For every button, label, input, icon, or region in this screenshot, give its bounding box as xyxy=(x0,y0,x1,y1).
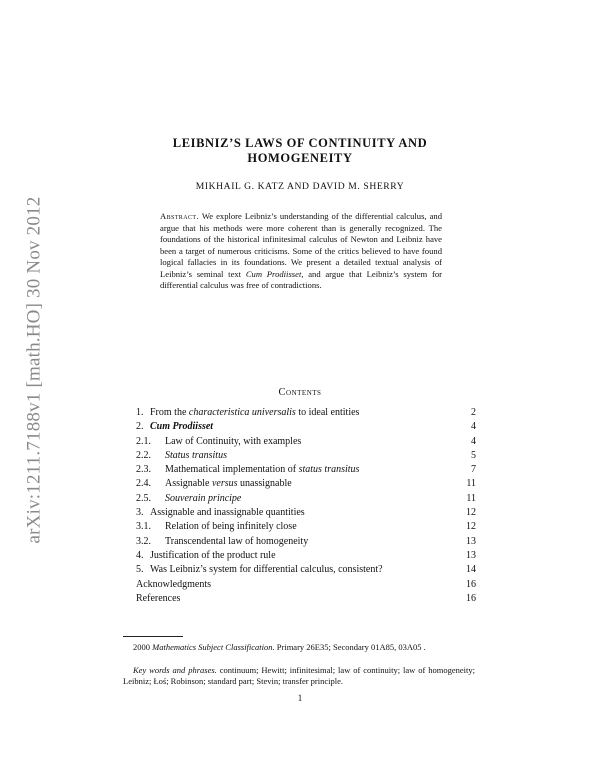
toc-entry-title xyxy=(136,535,308,549)
toc-entry[interactable] xyxy=(136,449,476,463)
toc-entry-text-pre: Transcendental law of homogeneity xyxy=(165,535,309,547)
toc-entry-page: 5 xyxy=(471,449,476,461)
toc-entry-title xyxy=(136,449,227,463)
toc-entry-page: 12 xyxy=(466,507,476,519)
toc-entry-page: 11 xyxy=(466,478,476,490)
toc-entry-number: 3.2. xyxy=(136,535,151,547)
footnote-rule xyxy=(123,636,183,637)
toc-entry-text-pre: Law of Continuity, with examples xyxy=(165,435,302,447)
title-line-2: HOMOGENEITY xyxy=(247,151,353,165)
arxiv-stamp xyxy=(14,171,54,569)
toc-entry-title xyxy=(136,435,301,449)
toc-entry-number: 2.3. xyxy=(136,464,151,476)
toc-entry[interactable] xyxy=(136,477,476,491)
toc-entry-page: 11 xyxy=(466,492,476,504)
footnote-msc-year: 2000 xyxy=(133,642,150,652)
toc-entry-number: 2.4. xyxy=(136,478,151,490)
toc-entry-number: 3.1. xyxy=(136,521,151,533)
toc-entry-text-post: to ideal entities xyxy=(295,407,360,418)
toc-entry-text-italic: Cum Prodiisset xyxy=(150,421,214,433)
toc-entry-text xyxy=(165,492,241,506)
toc-entry[interactable] xyxy=(136,463,476,477)
toc-entry-page: 14 xyxy=(466,564,476,576)
table-of-contents xyxy=(136,406,476,606)
toc-entry-text-italic: status transitus xyxy=(298,464,360,476)
toc-entry-title xyxy=(136,477,292,491)
title-line-1: LEIBNIZ’S LAWS OF CONTINUITY AND xyxy=(172,136,428,150)
page-number: 1 xyxy=(297,693,303,703)
toc-entry[interactable] xyxy=(136,592,476,606)
toc-entry-page: 7 xyxy=(471,464,476,476)
arxiv-stamp-text: arXiv:1211.7188v1 [math.HO] 30 Nov 2012 xyxy=(23,196,45,544)
abstract-italic: Cum Prodiisset xyxy=(245,268,302,279)
toc-entry-number: 2.2. xyxy=(136,449,151,461)
toc-entry-text-pre: Relation of being infinitely close xyxy=(165,521,297,533)
toc-entry-text-pre: Assignable xyxy=(165,478,212,490)
toc-entry-number: 4. xyxy=(136,549,144,561)
toc-entry-text-post: unassignable xyxy=(237,478,292,490)
toc-entry-title xyxy=(136,578,211,592)
toc-entry-page: 12 xyxy=(466,521,476,533)
toc-entry-number: 2.5. xyxy=(136,492,151,504)
toc-entry-text-italic: Souverain principe xyxy=(165,492,242,504)
footnote-msc-text: Primary 26E35; Secondary 01A85, 03A05 . xyxy=(274,642,426,652)
toc-entry[interactable] xyxy=(136,406,476,420)
toc-entry-number: 2.1. xyxy=(136,435,151,447)
toc-entry-title xyxy=(136,592,180,606)
toc-entry-text-pre: Acknowledgments xyxy=(136,578,211,590)
paper-title xyxy=(120,136,480,166)
toc-entry-text xyxy=(150,406,359,420)
toc-entry-page: 13 xyxy=(466,549,476,561)
toc-entry-text-italic: Status transitus xyxy=(165,449,227,461)
toc-entry-text xyxy=(165,463,359,477)
toc-entry-title xyxy=(136,563,383,577)
abstract xyxy=(160,211,442,292)
toc-entry-text xyxy=(165,520,297,534)
abstract-text-after: , and argue that Leibniz’s system for differential calculus was free of contradictions. xyxy=(160,268,443,290)
toc-entry[interactable] xyxy=(136,435,476,449)
toc-entry-number: 1. xyxy=(136,407,144,418)
toc-entry-title xyxy=(136,463,359,477)
toc-entry-page: 2 xyxy=(471,407,476,418)
toc-entry-text xyxy=(165,435,301,449)
toc-entry-title xyxy=(136,492,241,506)
authors: MIKHAIL G. KATZ AND DAVID M. SHERRY xyxy=(195,181,405,192)
toc-entry-number: 3. xyxy=(136,507,144,519)
toc-entry[interactable] xyxy=(136,520,476,534)
toc-entry-page: 16 xyxy=(466,578,476,590)
footnote-msc xyxy=(123,642,475,653)
toc-entry-text xyxy=(165,477,292,491)
toc-entry-text-italic: versus xyxy=(211,478,238,490)
toc-entry-title xyxy=(136,406,359,420)
toc-entry-text-italic: characteristica universalis xyxy=(188,407,296,418)
toc-entry-text-pre: From the xyxy=(150,407,189,418)
toc-entry-number: 2. xyxy=(136,421,144,433)
toc-entry[interactable] xyxy=(136,420,476,434)
toc-entry-text xyxy=(150,563,383,577)
toc-entry-text xyxy=(150,420,213,434)
toc-entry[interactable] xyxy=(136,492,476,506)
toc-entry-title xyxy=(136,520,297,534)
footnote-msc-label: Mathematics Subject Classification. xyxy=(152,642,275,652)
toc-entry-text-pre: References xyxy=(136,592,181,604)
toc-entry-title xyxy=(136,506,305,520)
toc-entry-text xyxy=(150,549,276,563)
contents-heading: Contents xyxy=(278,387,322,398)
toc-entry-text xyxy=(165,535,308,549)
toc-entry-text xyxy=(150,506,305,520)
toc-entry-title xyxy=(136,420,213,434)
toc-entry-number: 5. xyxy=(136,564,144,576)
toc-entry-page: 4 xyxy=(471,421,476,433)
toc-entry[interactable] xyxy=(136,549,476,563)
toc-entry[interactable] xyxy=(136,506,476,520)
toc-entry[interactable] xyxy=(136,578,476,592)
toc-entry-text-pre: Mathematical implementation of xyxy=(165,464,299,476)
toc-entry-title xyxy=(136,549,276,563)
toc-entry-page: 4 xyxy=(471,435,476,447)
toc-entry-page: 13 xyxy=(466,535,476,547)
abstract-label: Abstract. xyxy=(160,211,199,221)
toc-entry-text-pre: Was Leibniz’s system for differential calculus, consistent? xyxy=(150,564,383,576)
toc-entry-text xyxy=(136,592,180,606)
footnote-keywords-label: Key words and phrases. xyxy=(133,665,217,675)
toc-entry-text-pre: Assignable and inassignable quantities xyxy=(150,507,305,519)
toc-entry-text xyxy=(165,449,227,463)
toc-entry-page: 16 xyxy=(466,592,476,604)
toc-entry[interactable] xyxy=(136,535,476,549)
footnote-keywords xyxy=(123,665,475,687)
toc-entry-text-pre: Justification of the product rule xyxy=(150,549,276,561)
toc-entry[interactable] xyxy=(136,563,476,577)
footnote-keywords-text: continuum; Hewitt; infinitesimal; law of continuity; law of homogeneity; Leibniz; Łoś; Robinson; standard part; Stevin; transfer principle. xyxy=(123,665,475,686)
abstract-text-before: We explore Leibniz’s understanding of the differential calculus, and argue that his methods were more coherent than is generally recognized. The foundations of the historical infinitesimal calculus of Newton and Leibniz have been a target of numerous criticisms. Some of the critics believed to have found logical fallacies in its foundations. We present a detailed textual analysis of Leibniz’s seminal text xyxy=(160,211,442,279)
toc-entry-text xyxy=(136,578,211,592)
